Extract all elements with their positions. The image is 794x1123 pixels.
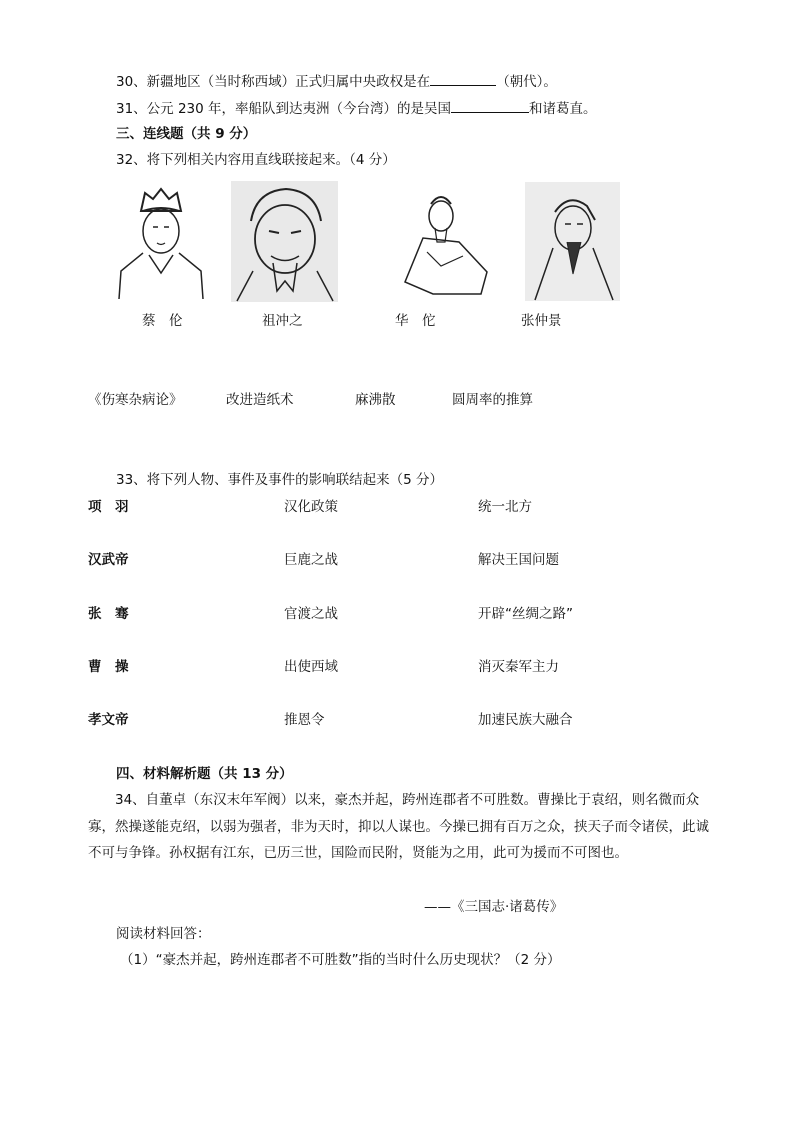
- q33-person-5: 孝文帝: [88, 712, 129, 728]
- question-31: [116, 99, 597, 118]
- q33-person-2: 汉武帝: [88, 552, 129, 568]
- q33-event-5: 推恩令: [284, 712, 325, 728]
- q33-person-4: 曹 操: [88, 659, 129, 675]
- q33-effect-3: 开辟“丝绸之路”: [478, 606, 573, 622]
- question-30: [116, 72, 557, 91]
- q33-effect-2: 解决王国问题: [478, 552, 559, 568]
- q33-effect-1: 统一北方: [478, 499, 532, 515]
- q33-effect-4: 消灭秦军主力: [478, 659, 559, 675]
- q33-person-1: 项 羽: [88, 499, 129, 515]
- match-item-pi: 圆周率的推算: [452, 392, 533, 408]
- question-34-material: 34、自董卓（东汉末年军阀）以来，豪杰并起，跨州连郡者不可胜数。曹操比于袁绍，则名微而众寡，然操遂能克绍，以弱为强者，非为天时，抑以人谋也。今操已拥有百万之众，挟天子而令诸侯，此诚不可与争锋。孙权据有江东，已历三世，国险而民附，贤能为之用，此可为援而不可图也。: [88, 792, 709, 861]
- match-item-papermaking: 改进造纸术: [226, 392, 294, 408]
- section-3-title: 三、连线题（共 9 分）: [116, 126, 257, 142]
- person-name-zu-chongzhi: 祖冲之: [262, 313, 303, 329]
- portrait-hua-tuo: [393, 182, 495, 300]
- q33-person-3: 张 骞: [88, 606, 129, 622]
- question-33-text: 33、将下列人物、事件及事件的影响联结起来（5 分）: [116, 472, 444, 488]
- q33-event-2: 巨鹿之战: [284, 552, 338, 568]
- reading-prompt: 阅读材料回答：: [116, 926, 211, 942]
- q33-event-1: 汉化政策: [284, 499, 338, 515]
- person-name-zhang-zhongjing: 张仲景: [521, 313, 562, 329]
- question-34-sub-1: （1）“豪杰并起，跨州连郡者不可胜数”指的当时什么历史现状？（2 分）: [120, 952, 561, 968]
- q33-event-3: 官渡之战: [284, 606, 338, 622]
- material-source: ——《三国志·诸葛传》: [424, 899, 564, 915]
- answer-blank-31[interactable]: [451, 99, 529, 113]
- match-item-mafeisan: 麻沸散: [355, 392, 396, 408]
- question-30-suffix: （朝代）。: [496, 74, 557, 90]
- person-name-cai-lun: 蔡 伦: [142, 313, 183, 329]
- match-item-shanghan: 《伤寒杂病论》: [88, 392, 183, 408]
- portrait-cai-lun: [113, 181, 208, 301]
- question-30-text: 30、新疆地区（当时称西域）正式归属中央政权是在: [116, 74, 431, 90]
- section-4-title: 四、材料解析题（共 13 分）: [116, 766, 293, 782]
- q33-effect-5: 加速民族大融合: [478, 712, 573, 728]
- question-31-text: 31、公元 230 年，率船队到达夷洲（今台湾）的是吴国: [116, 101, 452, 117]
- portrait-zu-chongzhi: [231, 181, 338, 302]
- person-name-hua-tuo: 华 佗: [395, 313, 436, 329]
- answer-blank-30[interactable]: [430, 72, 496, 86]
- q33-event-4: 出使西域: [284, 659, 338, 675]
- portrait-zhang-zhongjing: [525, 182, 620, 301]
- question-31-suffix: 和诸葛直。: [529, 101, 597, 117]
- question-32-text: 32、将下列相关内容用直线联接起来。（4 分）: [116, 152, 396, 168]
